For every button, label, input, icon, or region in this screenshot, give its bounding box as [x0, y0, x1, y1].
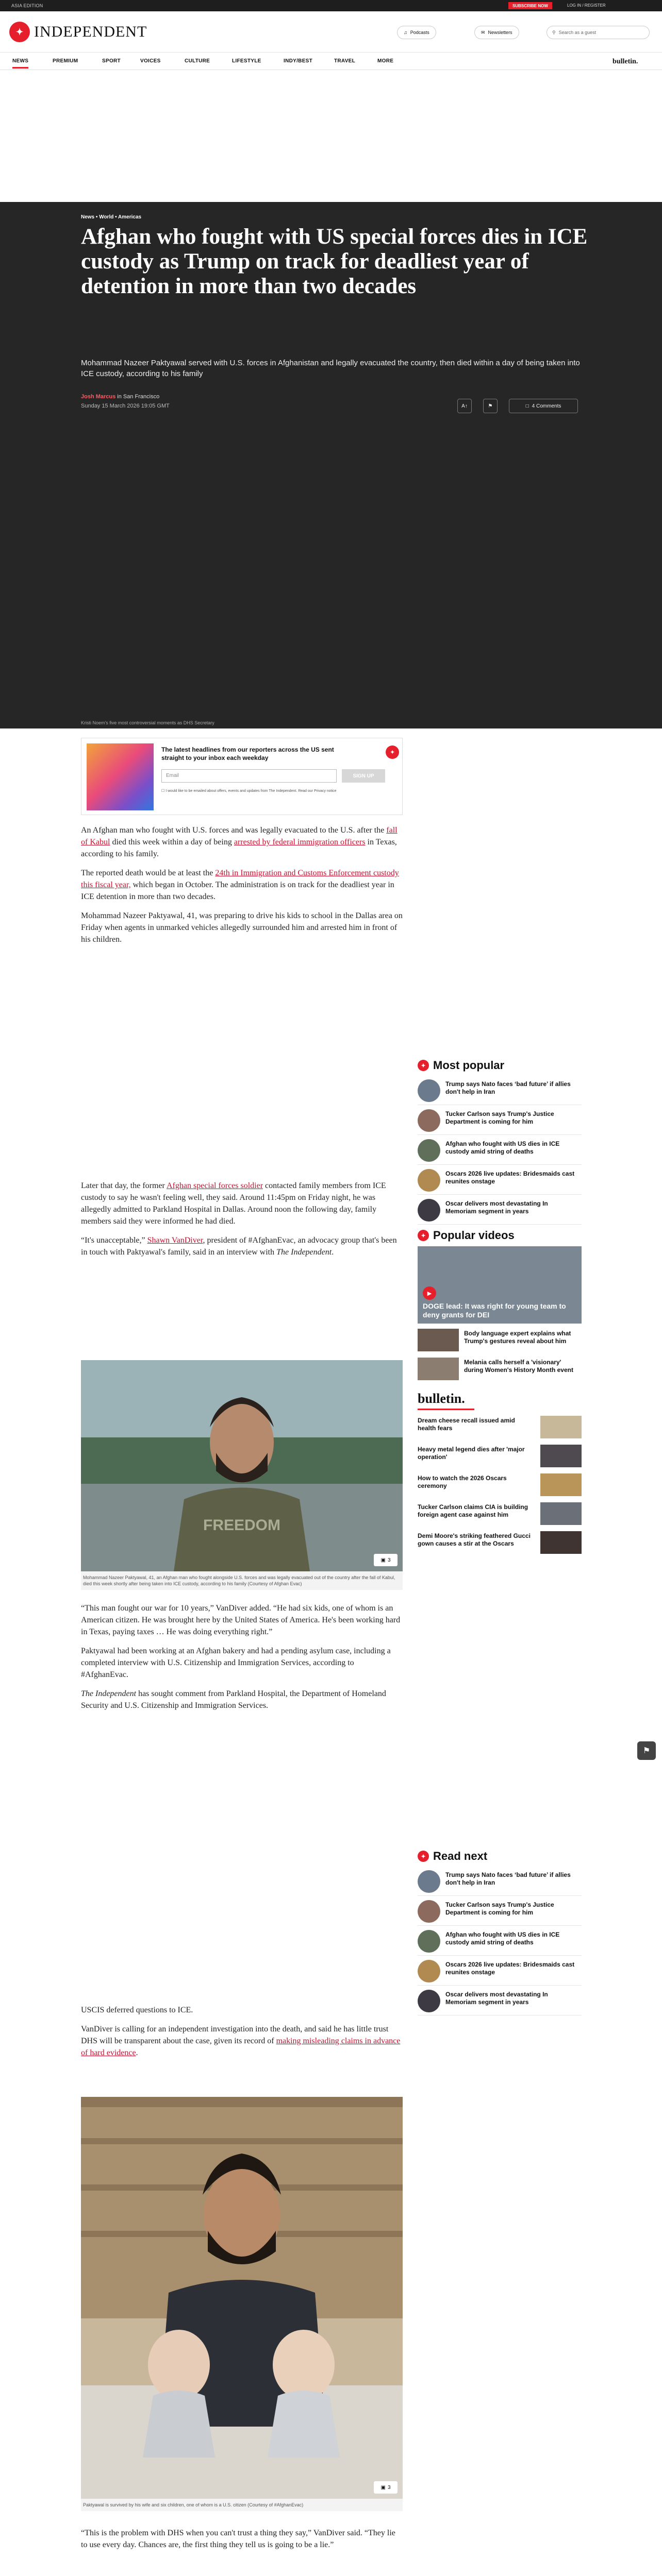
photo-illustration: [81, 2097, 403, 2499]
paragraph: [81, 1180, 403, 1227]
bulletin-title: Dream cheese recall issued amid health fears: [418, 1417, 515, 1432]
eagle-icon: ✦: [386, 745, 399, 759]
masthead: [0, 11, 662, 53]
bookmark-button[interactable]: [483, 399, 498, 413]
author-link[interactable]: Josh Marcus: [81, 394, 116, 400]
nav-travel[interactable]: TRAVEL: [334, 58, 356, 64]
camera-icon: ▣: [380, 2484, 386, 2490]
notification-bell-button[interactable]: [637, 1741, 656, 1760]
figure-caption: Mohammad Nazeer Paktyawal, 41, an Afghan man who fought alongside U.S. forces and was legally evacuated out of the country after the fall of Kabul, died this week shortly after being taken into ICE custody, according to his family (Courtesy of Afghan Evac): [81, 1571, 403, 1590]
site-logo[interactable]: [9, 22, 147, 42]
thumbnail: [540, 1416, 582, 1438]
video-title: Melania calls herself a 'visionary' during Women's History Month event: [464, 1359, 573, 1374]
photo-father-with-children[interactable]: [81, 2097, 403, 2499]
inline-link[interactable]: Shawn VanDiver: [147, 1236, 203, 1245]
paragraph: [81, 867, 403, 903]
read-next-panel: [418, 1850, 582, 2020]
item-title: Oscar delivers most devastating In Memoriam segment in years: [445, 1200, 548, 1215]
inline-link[interactable]: arrested by federal immigration officers: [234, 838, 366, 846]
main-nav: [0, 53, 662, 70]
bulletin-title: Demi Moore's striking feathered Gucci gown causes a stir at the Oscars: [418, 1532, 531, 1547]
inline-link[interactable]: 24th in Immigration and Customs Enforcement custody this fiscal year,: [81, 869, 399, 889]
figure-2: [81, 2097, 403, 2511]
newsletter-signup: [81, 738, 403, 815]
paragraph: [81, 1688, 403, 1711]
video-item[interactable]: [418, 1355, 582, 1382]
video-title: DOGE lead: It was right for young team to deny grants for DEI: [423, 1302, 566, 1319]
text: An Afghan man who fought with U.S. forces and was legally evacuated to the U.S. after the: [81, 826, 387, 835]
edition-selector[interactable]: ASIA EDITION: [11, 3, 43, 8]
thumbnail: [418, 1079, 440, 1102]
photo-illustration: [81, 1360, 403, 1571]
photo-man-in-tshirt[interactable]: [81, 1360, 403, 1571]
top-bar: [0, 0, 662, 11]
bulletin-item[interactable]: [418, 1529, 582, 1556]
read-next-item[interactable]: [418, 1987, 582, 2015]
article-body-5: [81, 2527, 403, 2551]
consent-text: I would like to be emailed about offers, events and updates from The Independent. Read our Privacy notice: [166, 789, 337, 793]
article-standfirst: Mohammad Nazeer Paktyawal served with U.S. forces in Afghanistan and legally evacuated the country, then died within a day of being taken into ICE custody, according to his family: [81, 359, 580, 378]
nav-culture[interactable]: CULTURE: [185, 58, 210, 64]
email-field[interactable]: Email: [161, 769, 337, 783]
item-title: Oscars 2026 live updates: Bridesmaids cast reunites onstage: [445, 1170, 575, 1185]
article-body-3: [81, 1602, 403, 1711]
video-title: Body language expert explains what Trump's gestures reveal about him: [464, 1330, 571, 1345]
article-body-4: [81, 2004, 403, 2059]
text: “It's unacceptable,”: [81, 1236, 147, 1245]
podcasts-button[interactable]: [397, 26, 436, 39]
eagle-icon: ✦: [418, 1230, 429, 1241]
most-popular-item[interactable]: [418, 1196, 582, 1225]
item-title: Tucker Carlson says Trump's Justice Department is coming for him: [445, 1901, 554, 1916]
most-popular-heading: [418, 1059, 582, 1072]
consent-checkbox[interactable]: ☐: [161, 789, 166, 793]
bulletin-logo[interactable]: bulletin.: [613, 58, 638, 65]
headphones-icon: ♫: [404, 30, 407, 35]
bulletin-title: Heavy metal legend dies after 'major operation': [418, 1446, 525, 1461]
ad-slot-top: [0, 70, 662, 202]
section-title: Most popular: [433, 1059, 505, 1072]
bulletin-item[interactable]: [418, 1471, 582, 1498]
gallery-count-button[interactable]: [374, 2481, 398, 2494]
nav-more[interactable]: MORE: [377, 58, 394, 64]
thumbnail: [418, 1930, 440, 1953]
bulletin-title: Tucker Carlson claims CIA is building foreign agent case against him: [418, 1503, 528, 1518]
text: in Texas, according to his family.: [81, 838, 397, 858]
text: The reported death would be at least the: [81, 869, 216, 877]
featured-video[interactable]: [418, 1246, 582, 1324]
video-item[interactable]: [418, 1327, 582, 1353]
podcasts-label: Podcasts: [410, 30, 429, 35]
sign-up-button[interactable]: SIGN UP: [342, 769, 385, 783]
newsletter-consent: [161, 789, 378, 794]
read-next-item[interactable]: [418, 1897, 582, 1926]
item-title: Tucker Carlson says Trump's Justice Department is coming for him: [445, 1110, 554, 1125]
breadcrumb: [81, 214, 141, 220]
text-size-icon: A↑: [461, 403, 468, 409]
subscribe-button[interactable]: SUBSCRIBE NOW: [508, 2, 552, 9]
play-icon: ▶: [423, 1286, 436, 1300]
text: VanDiver is calling for an independent investigation into the death, and said he has little trust DHS will be transparent about the case, given its record of: [81, 2025, 389, 2045]
gallery-count-button[interactable]: [374, 1554, 398, 1566]
thumbnail: [418, 1870, 440, 1893]
thumbnail: [418, 1900, 440, 1923]
paragraph: “This man fought our war for 10 years,” VanDiver added. “He had six kids, one of whom is an American citizen. He was brought here by the United States of America. He's been working hard in Texas, paying taxes … He was doing everything right.”: [81, 1604, 401, 1636]
bulletin-panel: [418, 1391, 582, 1546]
bulletin-title: How to watch the 2026 Oscars ceremony: [418, 1475, 507, 1489]
thumbnail: [418, 1990, 440, 2012]
breadcrumb-americas[interactable]: Americas: [118, 214, 142, 220]
paragraph: [81, 824, 403, 860]
item-title: Oscar delivers most devastating In Memoriam segment in years: [445, 1991, 548, 2006]
most-popular-panel: [418, 1059, 582, 1224]
article-body-1: [81, 824, 403, 945]
popular-videos-heading: [418, 1229, 582, 1242]
item-title: Afghan who fought with US dies in ICE custody amid string of deaths: [445, 1931, 560, 1946]
newsletter-artwork: [87, 743, 154, 810]
item-title: Trump says Nato faces ‘bad future’ if allies don't help in Iran: [445, 1871, 571, 1886]
most-popular-item[interactable]: [418, 1106, 582, 1135]
thumbnail: [418, 1199, 440, 1222]
thumbnail: [418, 1960, 440, 1982]
search-placeholder: Search as a guest: [558, 30, 597, 35]
bulletin-heading: bulletin.: [418, 1391, 474, 1410]
text: , president of #AfghanEvac, an advocacy group that's been in touch with Paktyawal's family, said in an interview with: [81, 1236, 397, 1257]
nav-indybest[interactable]: INDY/BEST: [284, 58, 313, 64]
section-title: Read next: [433, 1850, 488, 1862]
mail-icon: ✉: [481, 29, 485, 35]
newsletters-button[interactable]: [474, 26, 519, 39]
publication-name: The Independent: [276, 1248, 332, 1257]
nav-voices[interactable]: VOICES: [140, 58, 161, 64]
item-title: Oscars 2026 live updates: Bridesmaids cast reunites onstage: [445, 1961, 575, 1976]
camera-icon: ▣: [380, 1557, 386, 1563]
text: contacted family members from ICE custody to say he wasn't feeling well, they said. Around 11:45pm on Friday night, he was allegedly admitted to Parkland Hospital in Dallas. Around noon the following day, family members said they were informed he had died.: [81, 1181, 386, 1226]
thumbnail: [418, 1109, 440, 1132]
breadcrumb-world[interactable]: World: [99, 214, 114, 220]
item-title: Afghan who fought with US dies in ICE custody amid string of deaths: [445, 1140, 560, 1155]
newsletter-title: The latest headlines from our reporters across the US sent straight to your inbox each weekday: [161, 746, 334, 761]
item-title: Trump says Nato faces ‘bad future’ if allies don't help in Iran: [445, 1080, 571, 1095]
read-next-heading: [418, 1850, 582, 1863]
article-body-2: [81, 1180, 403, 1258]
thumbnail: [418, 1358, 459, 1380]
paragraph: USCIS deferred questions to ICE.: [81, 2006, 193, 2014]
comment-icon: □: [525, 403, 529, 409]
search-input[interactable]: [547, 26, 650, 39]
breadcrumb-separator: •: [95, 214, 100, 220]
text-size-button[interactable]: [457, 399, 472, 413]
inline-link[interactable]: fall of Kabul: [81, 826, 398, 846]
comments-count: 4 Comments: [532, 403, 561, 409]
newsletters-label: Newsletters: [488, 30, 512, 35]
text: died this week within a day of being: [110, 838, 234, 846]
search-icon: ⚲: [552, 29, 556, 35]
thumbnail: [540, 1445, 582, 1467]
bulletin-item[interactable]: [418, 1500, 582, 1527]
eagle-icon: ✦: [418, 1851, 429, 1862]
section-title: Popular videos: [433, 1229, 515, 1242]
article-headline: Afghan who fought with US special forces dies in ICE custody as Trump on track for deadliest year of detention in more than two decades: [81, 225, 588, 298]
read-next-item[interactable]: [418, 1927, 582, 1956]
breadcrumb-separator: •: [115, 214, 119, 220]
thumbnail: [418, 1139, 440, 1162]
bell-icon: ⚑: [642, 1747, 651, 1755]
publication-name: The Independent: [81, 1689, 137, 1698]
thumbnail: [418, 1329, 459, 1351]
popular-videos-panel: [418, 1229, 582, 1373]
text: has sought comment from Parkland Hospital, the Department of Homeland Security and U.S. Citizenship and Immigration Services.: [81, 1689, 386, 1710]
bulletin-item[interactable]: [418, 1414, 582, 1440]
paragraph: Mohammad Nazeer Paktyawal, 41, was preparing to drive his kids to school in the Dallas area on Friday when agents in unmarked vehicles allegedly surrounded him and arrested him in front of his children.: [81, 911, 403, 944]
text: Later that day, the former: [81, 1181, 167, 1190]
thumbnail: [540, 1502, 582, 1525]
gallery-count: 3: [387, 1557, 391, 1563]
bookmark-icon: ⚑: [488, 403, 493, 409]
nav-premium[interactable]: PREMIUM: [53, 58, 78, 64]
paragraph: “This is the problem with DHS when you can't trust a thing they say,” VanDiver said. “They lie to use every day. Chances are, the first thing they tell us is going to be a lie.”: [81, 2529, 395, 2549]
hero-video-caption: Kristi Noem's five most controversial moments as DHS Secretary: [81, 720, 214, 725]
text: which began in October. The administration is on track for the deadliest year in ICE detention in more than two decades.: [81, 880, 394, 901]
paragraph: [81, 2023, 403, 2059]
text: .: [332, 1248, 334, 1257]
thumbnail: [540, 1473, 582, 1496]
publish-date: Sunday 15 March 2026 19:05 GMT: [81, 403, 170, 409]
most-popular-item[interactable]: [418, 1076, 582, 1105]
nav-news[interactable]: NEWS: [12, 58, 28, 69]
eagle-icon: ✦: [9, 22, 30, 42]
figure-caption: Paktyawal is survived by his wife and six children, one of whom is a U.S. citizen (Courtesy of #AfghanEvac): [81, 2499, 403, 2511]
inline-link[interactable]: Afghan special forces soldier: [167, 1181, 263, 1190]
article-hero: [0, 202, 662, 728]
svg-text:FREEDOM: FREEDOM: [203, 1517, 280, 1534]
eagle-icon: ✦: [418, 1060, 429, 1071]
nav-sport[interactable]: SPORT: [102, 58, 121, 64]
nav-lifestyle[interactable]: LIFESTYLE: [232, 58, 261, 64]
text: .: [136, 2048, 138, 2057]
inline-link[interactable]: making misleading claims in advance of hard evidence: [81, 2037, 401, 2057]
figure-1: [81, 1360, 403, 1590]
most-popular-item[interactable]: [418, 1136, 582, 1165]
most-popular-item[interactable]: [418, 1166, 582, 1195]
login-register-link[interactable]: LOG IN / REGISTER: [567, 3, 606, 8]
breadcrumb-news[interactable]: News: [81, 214, 95, 220]
thumbnail: [418, 1169, 440, 1192]
logo-text: INDEPENDENT: [34, 23, 147, 40]
comments-button[interactable]: [509, 399, 578, 413]
paragraph: Paktyawal had been working at an Afghan bakery and had a pending asylum case, including a completed interview with U.S. Citizenship and Immigration Services, according to #AfghanEvac.: [81, 1647, 391, 1679]
thumbnail: [540, 1531, 582, 1554]
read-next-item[interactable]: [418, 1957, 582, 1986]
read-next-item[interactable]: [418, 1867, 582, 1896]
gallery-count: 3: [387, 2484, 391, 2490]
paragraph: [81, 1234, 403, 1258]
bulletin-item[interactable]: [418, 1443, 582, 1469]
byline-location: in San Francisco: [115, 394, 160, 400]
byline: [81, 394, 159, 400]
